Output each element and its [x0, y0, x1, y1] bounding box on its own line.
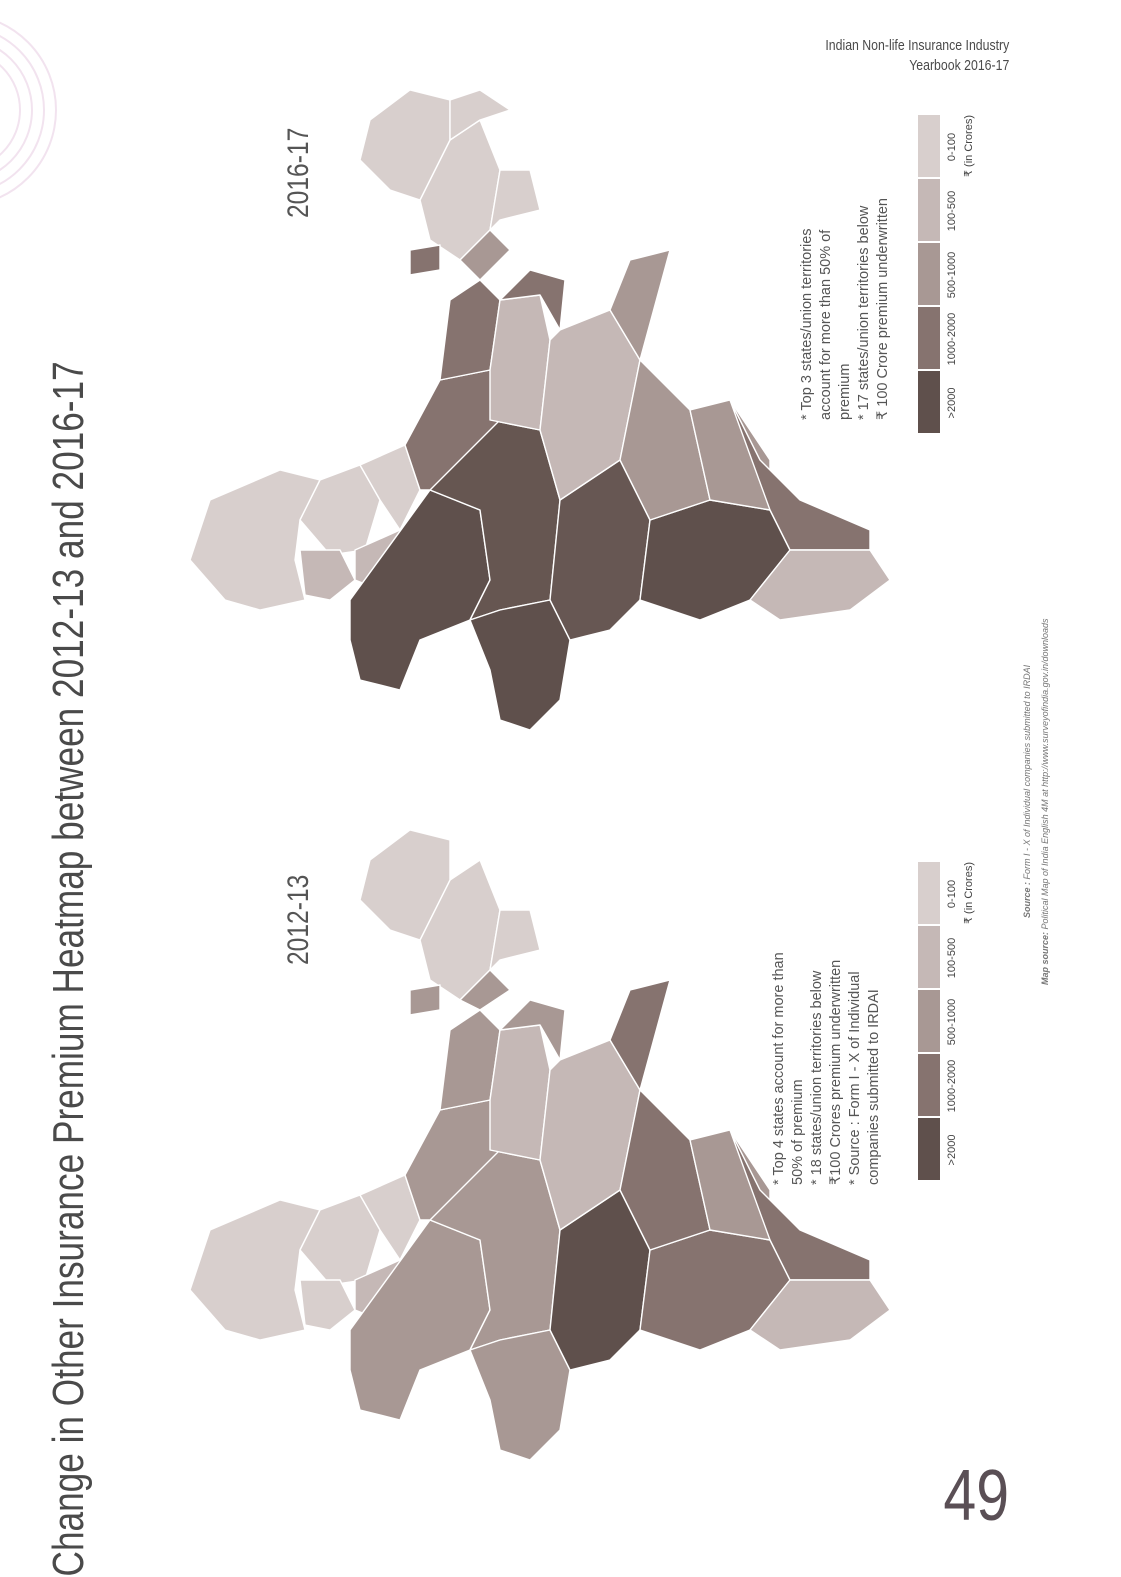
source-label: Source : — [1022, 881, 1032, 918]
note-line: 50% of premium — [790, 1079, 806, 1185]
page-number: 49 — [943, 1456, 1009, 1536]
note-line: ₹100 Crores premium underwritten — [828, 959, 844, 1185]
map-source-label: Map source: — [1040, 931, 1050, 985]
legend-2012-13 — [918, 862, 975, 1182]
legend-swatch — [918, 179, 940, 243]
map-region — [190, 470, 320, 610]
legend-label: >2000 — [946, 1134, 958, 1166]
note-line: * Source : Form I - X of Individual — [847, 971, 863, 1185]
legend-swatches — [918, 115, 940, 435]
legend-label: 500-1000 — [946, 998, 958, 1046]
map-year-2012-13: 2012-13 — [282, 874, 315, 965]
note-line: account for more than 50% of — [818, 229, 834, 420]
legend-2016-17 — [918, 115, 975, 435]
note-line: companies submitted to IRDAI — [866, 989, 882, 1185]
map-region — [300, 550, 355, 600]
legend-label: 0-100 — [946, 132, 958, 162]
decorative-arcs — [0, 0, 70, 230]
legend-unit: ₹ (in Crores) — [963, 862, 975, 925]
legend-label: 100-500 — [946, 190, 958, 232]
source-text: Form I - X of Individual companies submitted to IRDAI — [1022, 664, 1032, 880]
map-region — [190, 1200, 320, 1340]
note-line: * Top 4 states account for more than — [771, 952, 787, 1185]
notes-2016-17 — [798, 80, 893, 420]
legend-swatch — [918, 990, 940, 1054]
header-line-2: Yearbook 2016-17 — [908, 57, 1009, 74]
legend-label: 100-500 — [946, 937, 958, 979]
legend-swatch — [918, 243, 940, 307]
header-line-1: Indian Non-life Insurance Industry — [825, 37, 1009, 54]
legend-label: 500-1000 — [946, 251, 958, 299]
map-region — [470, 600, 570, 730]
legend-swatch — [918, 1118, 940, 1182]
note-line: ₹ 100 Crore premium underwritten — [875, 198, 891, 420]
legend-label: 1000-2000 — [946, 312, 958, 366]
legend-swatch — [918, 926, 940, 990]
notes-2012-13 — [770, 845, 884, 1185]
note-line: * 17 states/union territories below — [856, 205, 872, 420]
publication-header — [825, 36, 1009, 76]
legend-swatches — [918, 862, 940, 1182]
legend-label: 1000-2000 — [946, 1059, 958, 1113]
page-title: Change in Other Insurance Premium Heatmap between 2012-13 and 2016-17 — [44, 361, 93, 1577]
map-source-text: Political Map of India English 4M at http://www.surveyofindia.gov.in/downloads — [1040, 618, 1050, 930]
note-line: * Top 3 states/union territories — [799, 228, 815, 420]
source-note — [1022, 665, 1032, 918]
legend-label: 0-100 — [946, 879, 958, 909]
map-region — [490, 1025, 550, 1160]
legend-unit: ₹ (in Crores) — [963, 115, 975, 178]
map-source-note — [1040, 618, 1050, 985]
legend-swatch — [918, 115, 940, 179]
legend-swatch — [918, 862, 940, 926]
legend-swatch — [918, 1054, 940, 1118]
legend-label: >2000 — [946, 387, 958, 419]
map-region — [410, 985, 440, 1015]
note-line: premium — [837, 363, 853, 420]
legend-swatch — [918, 371, 940, 435]
map-region — [300, 1280, 355, 1330]
legend-swatch — [918, 307, 940, 371]
map-region — [470, 1330, 570, 1460]
map-year-2016-17: 2016-17 — [282, 127, 315, 218]
map-region — [490, 295, 550, 430]
map-region — [410, 245, 440, 275]
note-line: * 18 states/union territories below — [809, 970, 825, 1185]
